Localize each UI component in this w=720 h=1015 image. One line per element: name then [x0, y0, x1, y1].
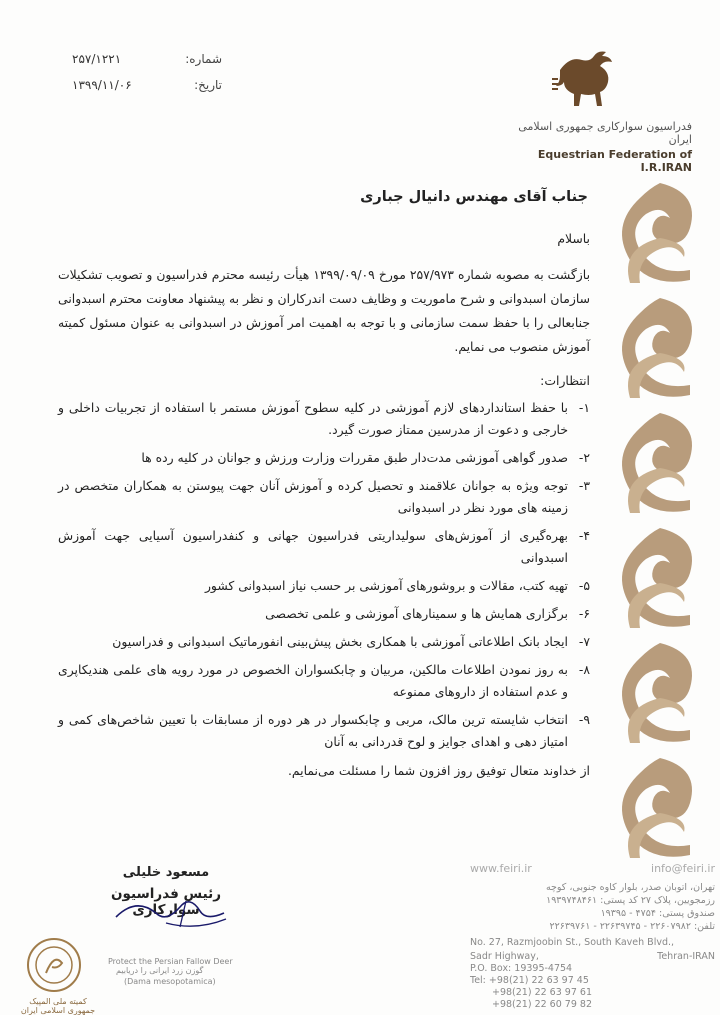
pobox-en: P.O. Box: 19395-4754: [470, 963, 573, 974]
item-number: ۶-: [578, 606, 590, 621]
footer-contact: [470, 862, 715, 1011]
phone-en-2: +98(21) 22 63 97 61: [492, 987, 592, 998]
item-text: ایجاد بانک اطلاعاتی آموزشی با همکاری بخش پیش‌بینی انفورماتیک اسبدوانی و فدراسیون: [112, 634, 568, 649]
list-item: [58, 525, 590, 569]
item-number: ۲-: [578, 450, 590, 465]
address-en-line2: Sadr Highway,: [470, 951, 539, 962]
deer-campaign-en: Protect the Persian Fallow Deer: [108, 957, 233, 966]
footer-emblems: [16, 935, 296, 1015]
item-text: برگزاری همایش ها و سمینارهای آموزشی و علمی تخصصی: [265, 606, 568, 621]
item-text: انتخاب شایسته ترین مالک، مربی و چابکسوار در هر دوره از مسابقات با تعیین شاخص‌های کمی و امتیاز دهی و اهدای جوایز و لوح قدردانی به آنان: [58, 712, 568, 749]
federation-logo: [492, 50, 692, 174]
deer-campaign: [108, 957, 296, 986]
signer-name: مسعود خلیلی: [122, 865, 210, 880]
handwritten-signature: [96, 887, 246, 935]
phone-en-3: +98(21) 22 60 79 82: [492, 999, 592, 1010]
address-en: [470, 937, 715, 1011]
phone-fa: تلفن: ۲۲۶۰۷۹۸۲ - ۲۲۶۳۹۷۴۵ - ۲۲۶۳۹۷۶۱: [549, 921, 715, 932]
letter-meta: [72, 52, 222, 104]
address-en-city: Tehran-IRAN: [657, 951, 715, 962]
signature-block: [86, 865, 246, 918]
list-item: [58, 659, 590, 703]
number-label: شماره:: [185, 52, 222, 66]
list-item: [58, 397, 590, 441]
item-text: بهره‌گیری از آموزش‌های سولیداریتی فدراسیون جهانی و کنفدراسیون آسیایی جهت آموزش اسبدوانی: [58, 528, 568, 565]
item-text: به روز نمودن اطلاعات مالکین، مربیان و چابکسواران الخصوص در مورد رویه های علمی هندیکاپری و عدم استفاده از داروهای ممنوعه: [58, 662, 568, 699]
address-fa-line1: تهران، اتوبان صدر، بلوار کاوه جنوبی، کوچه: [545, 882, 715, 893]
item-number: ۸-: [578, 662, 590, 677]
federation-name-en: Equestrian Federation of I.R.IRAN: [537, 148, 692, 174]
decorative-ornament: [600, 178, 720, 868]
item-number: ۷-: [578, 634, 590, 649]
address-en-line1: No. 27, Razmjoobin St., South Kaveh Blvd.,: [470, 937, 675, 948]
phone-en-1: Tel: +98(21) 22 63 97 45: [470, 975, 589, 986]
horse-logo-icon: [550, 50, 636, 116]
number-value: ۲۵۷/۱۲۲۱: [72, 52, 122, 66]
letter-body: [58, 185, 590, 783]
address-fa: [470, 881, 715, 933]
deer-campaign-fa: گوزن زرد ایرانی را دریابیم: [116, 966, 204, 975]
item-text: صدور گواهی آموزشی مدت‌دار طبق مقررات وزارت ورزش و جوانان در کلیه رده ها: [141, 450, 568, 465]
closing-line: از خداوند متعال توفیق روز افزون شما را مسئلت می‌نمایم.: [287, 763, 590, 778]
pobox-fa: صندوق پستی: ۴۷۵۴ - ۱۹۳۹۵: [600, 908, 715, 919]
list-item: [58, 709, 590, 753]
list-item: [58, 631, 590, 653]
olympic-emblem-icon: [24, 935, 84, 995]
item-text: توجه ویژه به جوانان علاقمند و تحصیل کرده و آموزش آنان جهت پیوستن به همکاران متخصص در زمینه های مورد نظر در اسبدوانی: [58, 478, 568, 515]
list-item: [58, 575, 590, 597]
item-text: با حفظ استانداردهای لازم آموزشی در کلیه سطوح آموزش مستمر با استفاده از تجربیات داخلی و خارجی و دعوت از مدرسین ممتاز صورت گیرد.: [58, 400, 568, 437]
letter-paragraph: بازگشت به مصوبه شماره ۲۵۷/۹۷۳ مورخ ۱۳۹۹/۰۹/۰۹ هیأت رئیسه محترم فدراسیون و تصویب تشکیلات سازمان اسبدوانی و شرح ماموریت و وظایف دست اندرکاران و نظر به پیشنهاد معاونت محترم اسبدوانی جنابعالی را با حفظ سمت سازمانی و با توجه به اهمیت امر آموزش در اسبدوانی به عنوان مسئول کمیته آموزش منصوب می نمایم.: [58, 267, 591, 354]
date-value: ۱۳۹۹/۱۱/۰۶: [72, 78, 132, 92]
addressee: جناب آقای مهندس دانیال جباری: [360, 189, 588, 205]
list-item: [58, 603, 590, 625]
greeting: باسلام: [557, 231, 590, 246]
address-en-row: [470, 951, 715, 963]
website-link[interactable]: www.feiri.ir: [470, 862, 532, 875]
item-text: تهیه کتب، مقالات و بروشورهای آموزشی بر حسب نیاز اسبدوانی کشور: [204, 578, 568, 593]
item-number: ۴-: [578, 528, 590, 543]
address-fa-line2: رزمجویین، پلاک ۲۷ کد پستی: ۱۹۳۹۷۴۸۴۶۱: [546, 895, 715, 906]
federation-name-fa: فدراسیون سوارکاری جمهوری اسلامی ایران: [518, 120, 692, 146]
footer-web-row: [470, 862, 715, 875]
list-item: [58, 447, 590, 469]
signer-title: رئیس فدراسیون سوارکاری: [111, 886, 221, 918]
item-number: ۳-: [578, 478, 590, 493]
expectations-heading: انتظارات:: [540, 373, 590, 388]
list-item: [58, 475, 590, 519]
date-label: تاریخ:: [194, 78, 222, 92]
item-number: ۱-: [578, 400, 590, 415]
letter-number-row: [72, 52, 222, 66]
deer-scientific-name: (Dama mesopotamica): [124, 977, 216, 986]
item-number: ۵-: [578, 578, 590, 593]
letter-date-row: [72, 78, 222, 92]
emblem-caption: کمیته ملی المپیک جمهوری اسلامی ایران: [20, 997, 96, 1015]
expectations-list: [58, 397, 590, 753]
email-link[interactable]: info@feiri.ir: [651, 862, 715, 875]
item-number: ۹-: [578, 712, 590, 727]
